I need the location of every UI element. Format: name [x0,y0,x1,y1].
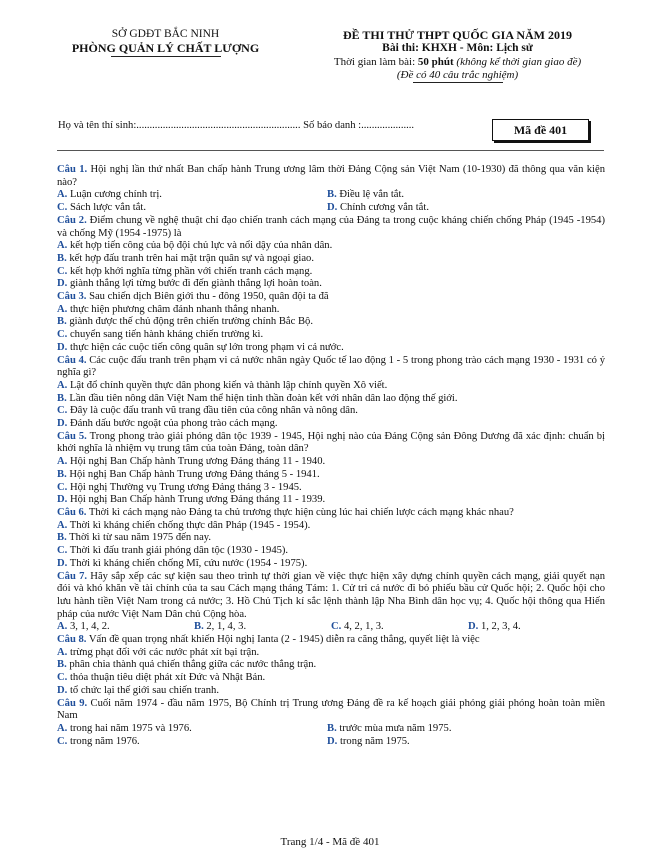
option-text: tổ chức lại thế giới sau chiến tranh. [67,684,219,696]
option-text: 2, 1, 4, 3. [203,621,247,633]
question-text [57,355,605,380]
question-5 [57,431,605,507]
answer-option [57,304,605,317]
option-letter: C. [57,202,68,214]
option-text: giành được thế chủ động trên chiến trường chính Bắc Bộ. [66,316,313,328]
option-letter: D. [57,341,68,353]
answer-option [57,405,605,418]
option-text: trong năm 1975. [337,735,410,747]
option-row [57,202,605,215]
option-letter: C. [57,672,68,684]
option-letter: C. [57,735,68,747]
answer-option [57,672,605,685]
option-row [57,723,605,736]
answer-option [57,494,605,507]
answer-option [57,253,605,266]
option-letter: D. [57,557,68,569]
question-text [57,291,605,304]
option-letter: B. [57,659,67,671]
answer-option [57,240,605,253]
question-number: Câu 5. [57,430,87,442]
option-letter: A. [57,303,68,315]
question-list [57,164,605,748]
option-row [57,189,605,202]
option-letter: B. [327,722,337,734]
answer-option [194,621,331,634]
option-letter: C. [57,545,68,557]
question-text [57,507,605,520]
question-text [57,634,605,647]
question-2 [57,215,605,291]
option-text: giành thắng lợi từng bước đi đến giành thắng lợi hoàn toàn. [67,278,322,290]
option-text: kết hợp đấu tranh trên hai mặt trận quân sự và ngoại giao. [66,252,314,264]
option-text: Lần đầu tiên nông dân Việt Nam thể hiện tinh thần đoàn kết với nhân dân lao động thế giới. [66,392,458,404]
question-number: Câu 4. [57,354,87,366]
answer-option [57,329,605,342]
option-text: Hội nghị Ban Chấp hành Trung ương Đảng tháng 11 - 1940. [67,456,326,468]
option-text: Thời kì từ sau năm 1975 đến nay. [66,532,212,544]
option-text: Lật đổ chính quyền thực dân phong kiến và thành lập chính quyền Xô viết. [67,379,388,391]
option-text: 3, 1, 4, 2. [67,621,110,633]
exam-code-box: Mã đề 401 [492,119,589,141]
option-text: Điều lệ vắn tắt. [336,189,405,201]
question-stem: Thời kì cách mạng nào Đảng ta chủ trương thực hiện cùng lúc hai chiến lược cách mạng khác nhau? [86,506,514,518]
divider [111,56,221,57]
answer-option [57,342,605,355]
answer-option [57,316,605,329]
option-letter: A. [57,646,68,658]
option-letter: A. [57,456,68,468]
option-letter: C. [57,265,68,277]
question-stem: Trong phong trào giải phóng dân tộc 1939 - 1945, Hội nghị nào của Đảng Cộng sản Đông Dương đã xác định: chuẩn bị khởi nghĩa là nhiệm vụ trung tâm của toàn Đảng, toàn dân? [57,430,606,455]
option-text: Thời kì kháng chiến chống Mĩ, cứu nước (1954 - 1975). [67,557,308,569]
option-text: Đánh dấu bước ngoặt của phong trào cách mạng. [67,418,278,430]
question-number: Câu 6. [57,506,87,518]
option-text: Thời kì kháng chiến chống thực dân Pháp (1945 - 1954). [67,519,311,531]
student-info [58,120,414,133]
option-text: Đây là cuộc đấu tranh vũ trang đầu tiên của công nhân và nông dân. [67,405,358,417]
question-9 [57,698,605,749]
answer-option [57,189,327,202]
question-stem: Vấn đề quan trọng nhất khiến Hội nghị Ianta (2 - 1945) diễn ra căng thẳng, quyết liệt là việc [86,634,480,646]
question-text [57,431,605,456]
question-stem: Hãy sắp xếp các sự kiện sau theo trình tự thời gian về việc thực hiện xây dựng chính quyền cách mạng, giải quyết nạn đói và khó khăn về tài chính của ta sau Cách mạng tháng Tám: 1. Cử tri cả nước đi bỏ phiếu bầu cử Quốc hội; 2. Quốc hội cho lưu hành tiền Việt Nam trong cả nước; 3. Hồ Chủ Tịch kí sắc lệnh thành lập Nha Bình dân học vụ; 4. Quốc hội thông qua Hiến pháp của nước Việt Nam Dân chủ Cộng hòa. [57,570,605,620]
answer-option [327,736,597,749]
option-letter: D. [468,621,479,633]
option-letter: A. [57,519,68,531]
option-text: thỏa thuận tiêu diệt phát xít Đức và Nhật Bản. [67,672,266,684]
question-number: Câu 9. [57,697,88,709]
answer-option [331,621,468,634]
department-name: SỞ GDĐT BẮC NINH [111,28,220,40]
option-text: phân chia thành quả chiến thắng giữa các nước thắng trận. [66,659,317,671]
option-text: Luận cương chính trị. [67,189,162,201]
header-right [285,28,630,83]
question-6 [57,507,605,571]
question-7 [57,571,605,635]
divider [413,82,503,83]
question-number: Câu 2. [57,214,87,226]
question-number: Câu 7. [57,570,88,582]
option-text: Sách lược vắn tắt. [67,202,147,214]
question-8 [57,634,605,698]
answer-option [57,532,605,545]
header-left [58,28,273,57]
option-text: 1, 2, 3, 4. [478,621,521,633]
exam-subject: Bài thi: KHXH - Môn: Lịch sử [382,42,533,54]
answer-option [57,469,605,482]
option-letter: D. [327,202,338,214]
question-stem: Các cuộc đấu tranh trên phạm vi cả nước nhân ngày Quốc tế lao động 1 - 5 trong phong trào cách mạng 1930 - 1931 có ý nghĩa gì? [57,354,605,379]
question-number: Câu 3. [57,291,87,303]
answer-option [57,520,605,533]
answer-option [57,266,605,279]
option-letter: D. [57,418,68,430]
exam-time: Thời gian làm bài: 50 phút (không kể thời gian giao đề) [333,55,582,68]
exam-title: ĐỀ THI THỬ THPT QUỐC GIA NĂM 2019 [342,28,573,42]
option-text: Hội nghị Thường vụ Trung ương Đảng tháng 3 - 1945. [67,481,302,493]
option-text: 4, 2, 1, 3. [341,621,384,633]
option-text: chuyển sang tiến hành kháng chiến trường kì. [67,329,264,341]
option-text: Hội nghị Ban Chấp hành Trung ương Đảng tháng 11 - 1939. [67,494,326,506]
option-row [57,736,605,749]
option-letter: D. [57,684,68,696]
answer-option [57,380,605,393]
option-text: kết hợp tiến công của bộ đội chủ lực và nổi dậy của nhân dân. [67,240,333,252]
question-number: Câu 1. [57,164,88,175]
option-letter: A. [57,240,68,252]
office-name: PHÒNG QUẢN LÝ CHẤT LƯỢNG [71,41,260,55]
option-letter: D. [57,278,68,290]
question-4 [57,355,605,431]
option-text: trước mùa mưa năm 1975. [336,722,452,734]
answer-option [57,482,605,495]
page-footer: Trang 1/4 - Mã đề 401 [280,836,380,848]
question-text [57,698,605,723]
question-1 [57,164,605,215]
answer-option [57,456,605,469]
question-text [57,215,605,240]
option-text: thực hiện phương châm đánh nhanh thắng nhanh. [67,303,280,315]
option-letter: A. [57,621,68,633]
option-letter: A. [57,722,68,734]
name-label: Họ và tên thí sinh:.............................................................. [58,120,301,131]
option-text: Hội nghị Ban Chấp hành Trung ương Đảng tháng 5 - 1941. [66,468,320,480]
option-text: trừng phạt đối với các nước phát xít bại trận. [67,646,260,658]
option-text: Chính cương vắn tắt. [337,202,429,214]
id-label: Số báo danh :.................... [300,120,415,131]
option-letter: C. [57,329,68,341]
option-text: thực hiện các cuộc tiến công quân sự lớn trong phạm vi cả nước. [67,341,344,353]
answer-option [57,278,605,291]
question-number: Câu 8. [57,634,87,646]
option-row [57,621,605,634]
answer-option [57,621,194,634]
question-stem: Điểm chung về nghệ thuật chỉ đạo chiến tranh cách mạng của Đảng ta trong cuộc kháng chiến chống Pháp (1945 -1954) và chống Mỹ (1954 -1975) là [57,214,605,239]
answer-option [57,659,605,672]
option-letter: D. [57,494,68,506]
option-letter: A. [57,189,68,201]
option-letter: D. [327,735,338,747]
answer-option [57,736,327,749]
option-letter: B. [57,252,67,264]
option-letter: B. [57,468,67,480]
option-letter: B. [57,316,67,328]
answer-option [57,202,327,215]
answer-option [57,393,605,406]
question-3 [57,291,605,355]
option-text: Thời kì đấu tranh giải phóng dân tộc (1930 - 1945). [67,545,289,557]
option-letter: B. [327,189,337,201]
question-stem: Sau chiến dịch Biên giới thu - đông 1950, quân đội ta đã [86,291,329,303]
answer-option [57,685,605,698]
option-letter: C. [57,405,68,417]
header-separator [57,150,604,151]
answer-option [57,723,327,736]
question-text [57,571,605,622]
option-letter: B. [57,392,67,404]
question-text [57,164,605,189]
answer-option [327,189,597,202]
answer-option [57,647,605,660]
option-letter: B. [194,621,204,633]
answer-option [57,418,605,431]
answer-option [57,558,605,571]
answer-option [327,202,597,215]
answer-option [57,545,605,558]
option-text: trong năm 1976. [67,735,140,747]
answer-option [327,723,597,736]
option-letter: A. [57,379,68,391]
option-text: kết hợp khởi nghĩa từng phần với chiến tranh cách mạng. [67,265,313,277]
answer-option [468,621,605,634]
option-text: trong hai năm 1975 và 1976. [67,722,192,734]
option-letter: C. [57,481,68,493]
question-count-note: (Đề có 40 câu trắc nghiệm) [396,68,519,81]
question-stem: Hội nghị lần thứ nhất Ban chấp hành Trung ương lâm thời Đảng Cộng sản Việt Nam (10-1930) đã thông qua văn kiện nào? [57,164,605,188]
question-stem: Cuối năm 1974 - đầu năm 1975, Bộ Chính trị Trung ương Đảng đề ra kế hoạch giải phóng giải phóng hoàn toàn miền Nam [57,697,605,722]
option-letter: C. [331,621,342,633]
option-letter: B. [57,532,67,544]
